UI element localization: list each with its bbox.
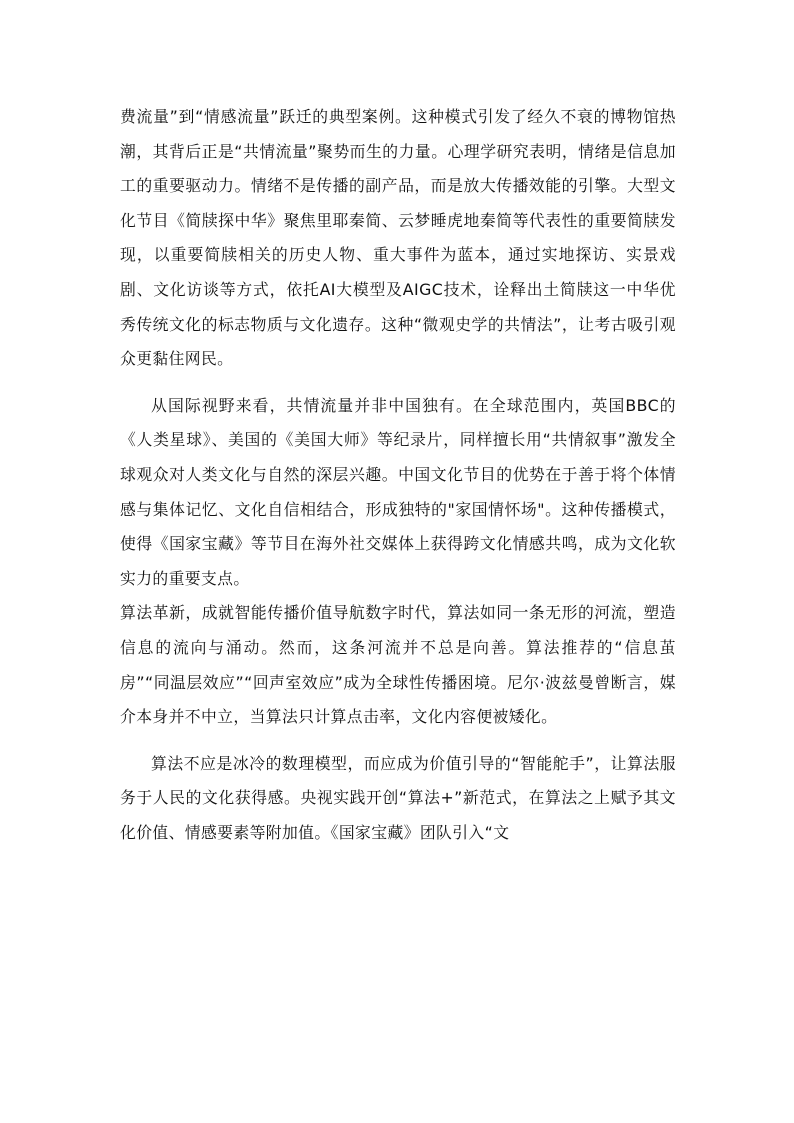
- paragraph-algorithm-innovation: 算法革新，成就智能传播价值导航数字时代，算法如同一条无形的河流，塑造信息的流向与涌动。然而，这条河流并不总是向善。算法推荐的“信息茧房”“同温层效应”“回声室效应”成为全球性传播困境。尼尔·波兹曼曾断言，媒介本身并不中立，当算法只计算点击率，文化内容便被矮化。: [120, 603, 676, 727]
- paragraph-algorithm-value: 算法不应是冰冷的数理模型，而应成为价值引导的“智能舵手”，让算法服务于人民的文化获得感。央视实践开创“算法+”新范式，在算法之上赋予其文化价值、情感要素等附加值。《国家宝藏》团队引入“文: [120, 753, 676, 842]
- paragraph-international-perspective: 从国际视野来看，共情流量并非中国独有。在全球范围内，英国BBC的《人类星球》、美国的《美国大师》等纪录片，同样擅长用“共情叙事”激发全球观众对人类文化与自然的深层兴趣。中国文化节目的优势在于善于将个体情感与集体记忆、文化自信相结合，形成独特的"家国情怀场"。这种传播模式，使得《国家宝藏》等节目在海外社交媒体上获得跨文化情感共鸣，成为文化软实力的重要支点。: [120, 395, 676, 588]
- paragraph-emotional-traffic: 费流量”到“情感流量”跃迁的典型案例。这种模式引发了经久不衰的博物馆热潮，其背后正是“共情流量”聚势而生的力量。心理学研究表明，情绪是信息加工的重要驱动力。情绪不是传播的副产品，而是放大传播效能的引擎。大型文化节目《简牍探中华》聚焦里耶秦简、云梦睡虎地秦简等代表性的重要简牍发现，以重要简牍相关的历史人物、重大事件为蓝本，通过实地探访、实景戏剧、文化访谈等方式，依托AI大模型及AIGC技术，诠释出土简牍这一中华优秀传统文化的标志物质与文化遗存。这种“微观史学的共情法”，让考古吸引观众更黏住网民。: [120, 107, 676, 369]
- document-body: [120, 100, 676, 850]
